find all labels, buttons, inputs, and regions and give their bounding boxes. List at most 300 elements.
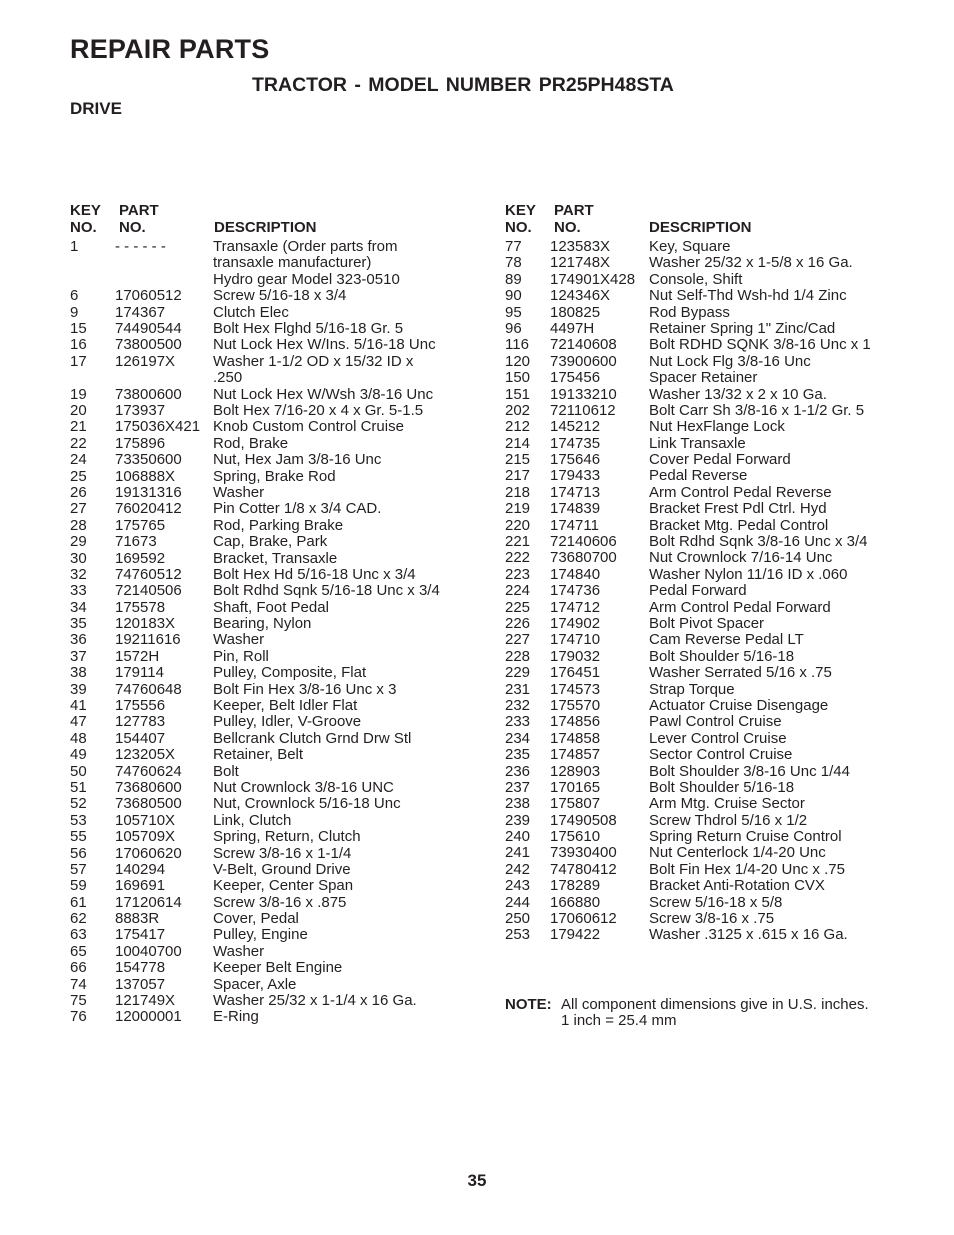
table-row (70, 337, 470, 353)
table-row (70, 649, 470, 665)
part-description: Nut, Crownlock 5/16-18 Unc (213, 795, 401, 813)
part-description: Screw 5/16-18 x 3/4 (213, 287, 347, 305)
table-row (505, 649, 905, 665)
table-row (505, 927, 905, 943)
key-number: 212 (505, 418, 531, 436)
key-number: 76 (70, 1008, 87, 1026)
part-number: 73800600 (115, 385, 182, 403)
key-number: 22 (70, 434, 87, 452)
part-description: Washer (213, 942, 265, 960)
part-number: 8883R (115, 910, 160, 928)
part-description: Bolt Shoulder 3/8-16 Unc 1/44 (649, 762, 850, 780)
part-description: Bracket Frest Pdl Ctrl. Hyd (649, 500, 827, 518)
key-number: 237 (505, 778, 531, 796)
part-number: - - - - - - (115, 238, 166, 255)
part-number: 17120614 (115, 893, 182, 911)
part-description: Washer 1-1/2 OD x 15/32 ID x .250 (213, 352, 414, 387)
part-number: 175570 (550, 696, 601, 714)
table-row (505, 698, 905, 714)
part-description: Cam Reverse Pedal LT (649, 631, 804, 649)
table-row (70, 977, 470, 993)
key-number: 62 (70, 910, 87, 928)
table-row (505, 288, 905, 304)
table-row (505, 682, 905, 698)
part-number: 179422 (550, 926, 601, 944)
part-description: Nut Crownlock 7/16-14 Unc (649, 549, 833, 567)
part-description: Arm Control Pedal Forward (649, 598, 831, 616)
part-number: 179433 (550, 467, 601, 485)
part-description: Shaft, Foot Pedal (213, 598, 329, 616)
part-description: Bolt Fin Hex 3/8-16 Unc x 3 (213, 680, 397, 698)
key-number: 89 (505, 270, 522, 288)
key-number: 39 (70, 680, 87, 698)
table-row (70, 780, 470, 796)
key-number: 28 (70, 516, 87, 534)
part-description: Washer Serrated 5/16 x .75 (649, 664, 832, 682)
part-description: Pawl Control Cruise (649, 713, 782, 731)
part-number: 175807 (550, 795, 601, 813)
part-description: Bolt Shoulder 5/16-18 (649, 778, 795, 796)
table-row (70, 321, 470, 337)
page-subtitle: TRACTOR - MODEL NUMBER PR25PH48STA (252, 74, 674, 96)
key-number: 32 (70, 565, 87, 583)
table-row (505, 419, 905, 435)
part-description: Bolt RDHD SQNK 3/8-16 Unc x 1 (649, 336, 871, 354)
part-number: 73680500 (115, 795, 182, 813)
part-number: 105709X (115, 828, 176, 846)
key-number: 78 (505, 254, 522, 272)
part-number: 19133210 (550, 385, 617, 403)
table-row (505, 518, 905, 534)
part-number: 128903 (550, 762, 601, 780)
page-number: 35 (467, 1171, 487, 1190)
table-row (70, 387, 470, 403)
part-description: Keeper Belt Engine (213, 959, 343, 977)
table-row (70, 567, 470, 583)
key-number: 34 (70, 598, 87, 616)
key-number: 220 (505, 516, 531, 534)
part-description: Washer (213, 631, 265, 649)
key-number: 16 (70, 336, 87, 354)
parts-list (505, 239, 905, 944)
part-number: 179114 (115, 664, 164, 682)
part-number: 175456 (550, 369, 601, 387)
key-number: 6 (70, 287, 79, 305)
key-number: 229 (505, 664, 531, 682)
part-number: 174367 (115, 303, 166, 321)
part-description: Nut Lock Flg 3/8-16 Unc (649, 352, 811, 370)
table-row (505, 583, 905, 599)
table-row (70, 895, 470, 911)
key-no-header-top: KEY (505, 202, 536, 219)
description-header: DESCRIPTION (214, 219, 317, 236)
part-description: Retainer Spring 1" Zinc/Cad (649, 319, 836, 337)
key-number: 38 (70, 664, 87, 682)
table-row (505, 764, 905, 780)
part-description: Bolt Hex 7/16-20 x 4 x Gr. 5-1.5 (213, 401, 424, 419)
key-number: 53 (70, 811, 87, 829)
part-number: 180825 (550, 303, 601, 321)
part-number: 174711 (550, 516, 599, 534)
table-row (70, 239, 470, 288)
table-row (505, 813, 905, 829)
key-number: 24 (70, 451, 87, 469)
part-number: 73680700 (550, 549, 617, 567)
part-description: Strap Torque (649, 680, 735, 698)
key-number: 49 (70, 746, 87, 764)
key-no-header-top: KEY (70, 202, 101, 219)
table-row (70, 846, 470, 862)
part-number: 166880 (550, 893, 601, 911)
part-number: 175556 (115, 697, 166, 715)
part-description: Clutch Elec (213, 303, 289, 321)
key-number: 27 (70, 500, 87, 518)
part-description: Bracket Anti-Rotation CVX (649, 877, 825, 895)
part-number: 73350600 (115, 451, 182, 469)
table-row (70, 714, 470, 730)
part-description: Retainer, Belt (213, 746, 304, 764)
table-row (70, 944, 470, 960)
key-number: 17 (70, 352, 87, 370)
key-number: 9 (70, 303, 79, 321)
table-row (505, 255, 905, 271)
key-number: 150 (505, 369, 531, 387)
part-description: Bolt Hex Hd 5/16-18 Unc x 3/4 (213, 565, 416, 583)
table-row (505, 665, 905, 681)
key-number: 96 (505, 319, 522, 337)
parts-list (70, 239, 470, 1026)
part-number: 120183X (115, 615, 176, 633)
key-number: 30 (70, 549, 87, 567)
part-description: Pulley, Composite, Flat (213, 664, 367, 682)
part-description: Bracket Mtg. Pedal Control (649, 516, 829, 534)
part-description: Keeper, Belt Idler Flat (213, 697, 358, 715)
part-number: 73930400 (550, 844, 617, 862)
key-number: 214 (505, 434, 531, 452)
part-description: Washer 25/32 x 1-5/8 x 16 Ga. (649, 254, 853, 272)
key-number: 215 (505, 451, 531, 469)
table-row (505, 436, 905, 452)
key-number: 55 (70, 828, 87, 846)
table-row (70, 288, 470, 304)
table-row (505, 337, 905, 353)
part-description: Pin, Roll (213, 647, 269, 665)
table-row (70, 731, 470, 747)
part-number: 169592 (115, 549, 166, 567)
part-description: Key, Square (649, 238, 731, 255)
table-row (70, 632, 470, 648)
table-row (505, 714, 905, 730)
part-description: Bellcrank Clutch Grnd Drw Stl (213, 729, 412, 747)
table-row (505, 305, 905, 321)
part-number: 174839 (550, 500, 601, 518)
part-number: 73800500 (115, 336, 182, 354)
part-number: 173937 (115, 401, 166, 419)
note-text: All component dimensions give in U.S. inches. 1 inch = 25.4 mm (561, 996, 869, 1030)
part-number: 72140506 (115, 582, 182, 600)
table-row (70, 993, 470, 1009)
part-description: Cover, Pedal (213, 910, 299, 928)
part-number: 74760648 (115, 680, 182, 698)
key-number: 120 (505, 352, 531, 370)
key-number: 61 (70, 893, 87, 911)
key-number: 59 (70, 877, 87, 895)
part-number: 73900600 (550, 352, 617, 370)
part-description: Nut HexFlange Lock (649, 418, 785, 436)
table-row (70, 698, 470, 714)
part-number: 106888X (115, 467, 176, 485)
part-number: 174712 (550, 598, 601, 616)
key-number: 25 (70, 467, 87, 485)
part-number: 174857 (550, 746, 601, 764)
part-number: 170165 (550, 778, 601, 796)
table-row (505, 829, 905, 845)
key-number: 95 (505, 303, 522, 321)
table-row (505, 731, 905, 747)
part-number: 154407 (115, 729, 166, 747)
part-number: 140294 (115, 860, 166, 878)
table-row (70, 600, 470, 616)
key-number: 240 (505, 828, 531, 846)
key-number: 52 (70, 795, 87, 813)
table-row (70, 764, 470, 780)
table-row (505, 239, 905, 255)
key-number: 218 (505, 483, 531, 501)
part-description: Rod Bypass (649, 303, 730, 321)
key-number: 234 (505, 729, 531, 747)
key-number: 75 (70, 992, 87, 1010)
part-number: 174735 (550, 434, 601, 452)
part-description: Spacer, Axle (213, 975, 297, 993)
part-number: 174840 (550, 565, 601, 583)
table-row (505, 796, 905, 812)
table-header (70, 200, 470, 239)
part-description: Bolt Pivot Spacer (649, 614, 765, 632)
part-number: 174856 (550, 713, 601, 731)
part-description: Screw Thdrol 5/16 x 1/2 (649, 811, 808, 829)
key-number: 47 (70, 713, 87, 731)
table-row (70, 419, 470, 435)
part-number: 174902 (550, 614, 601, 632)
key-number: 77 (505, 238, 522, 255)
table-row (505, 354, 905, 370)
part-number: 145212 (550, 418, 601, 436)
part-number: 17060512 (115, 287, 182, 305)
part-number: 17060612 (550, 910, 617, 928)
table-row (70, 1009, 470, 1025)
key-number: 225 (505, 598, 531, 616)
key-number: 217 (505, 467, 531, 485)
part-number: 121748X (550, 254, 611, 272)
key-number: 222 (505, 549, 531, 567)
table-row (505, 501, 905, 517)
key-number: 239 (505, 811, 531, 829)
key-number: 250 (505, 910, 531, 928)
part-number: 137057 (115, 975, 166, 993)
part-description: Nut Lock Hex W/Wsh 3/8-16 Unc (213, 385, 434, 403)
part-number: 176451 (550, 664, 601, 682)
table-header (505, 200, 905, 239)
table-row (70, 911, 470, 927)
part-description: Pedal Reverse (649, 467, 748, 485)
table-row (505, 403, 905, 419)
key-number: 33 (70, 582, 87, 600)
part-number: 174901X428 (550, 270, 636, 288)
key-number: 35 (70, 615, 87, 633)
key-number: 116 (505, 336, 529, 354)
table-row (505, 895, 905, 911)
part-description: Cap, Brake, Park (213, 533, 328, 551)
table-row (505, 845, 905, 861)
key-number: 253 (505, 926, 531, 944)
key-no-header-bottom: NO. (70, 219, 97, 236)
key-number: 221 (505, 533, 531, 551)
key-number: 202 (505, 401, 531, 419)
part-no-header-bottom: NO. (119, 219, 146, 236)
table-row (505, 780, 905, 796)
part-number: 174710 (550, 631, 601, 649)
key-number: 236 (505, 762, 531, 780)
part-number: 175896 (115, 434, 166, 452)
key-number: 235 (505, 746, 531, 764)
part-no-header-top: PART (554, 202, 594, 219)
table-row (505, 911, 905, 927)
table-row (70, 796, 470, 812)
table-row (70, 583, 470, 599)
key-number: 227 (505, 631, 531, 649)
key-number: 21 (70, 418, 87, 436)
part-description: Arm Mtg. Cruise Sector (649, 795, 805, 813)
part-number: 1572H (115, 647, 160, 665)
key-number: 244 (505, 893, 531, 911)
part-number: 169691 (115, 877, 166, 895)
part-description: Bolt Hex Flghd 5/16-18 Gr. 5 (213, 320, 404, 337)
table-row (505, 485, 905, 501)
part-description: Rod, Brake (213, 434, 289, 452)
part-description: V-Belt, Ground Drive (213, 860, 351, 878)
table-row (505, 534, 905, 550)
part-description: Nut Lock Hex W/Ins. 5/16-18 Unc (213, 336, 436, 354)
part-description: Pedal Forward (649, 582, 747, 600)
part-number: 17490508 (550, 811, 617, 829)
part-number: 10040700 (115, 942, 182, 960)
key-number: 224 (505, 582, 531, 600)
table-row (505, 747, 905, 763)
key-number: 56 (70, 844, 87, 862)
table-row (70, 452, 470, 468)
table-row (70, 551, 470, 567)
table-row (505, 370, 905, 386)
part-description: Spring, Brake Rod (213, 467, 336, 485)
part-description: Bolt Fin Hex 1/4-20 Unc x .75 (649, 860, 845, 878)
part-number: 72110612 (550, 401, 616, 419)
part-number: 4497H (550, 319, 595, 337)
part-number: 127783 (115, 713, 166, 731)
table-row (505, 878, 905, 894)
table-row (70, 862, 470, 878)
part-description: Link Transaxle (649, 434, 746, 452)
part-number: 175036X421 (115, 418, 201, 436)
key-number: 242 (505, 860, 531, 878)
table-row (505, 550, 905, 566)
part-description: Nut, Hex Jam 3/8-16 Unc (213, 451, 382, 469)
part-description: E-Ring (213, 1008, 259, 1026)
table-row (70, 616, 470, 632)
part-number: 154778 (115, 959, 166, 977)
part-number: 17060620 (115, 844, 182, 862)
part-number: 12000001 (115, 1008, 182, 1026)
key-number: 63 (70, 926, 87, 944)
table-row (70, 747, 470, 763)
part-number: 175646 (550, 451, 601, 469)
part-description: Screw 3/8-16 x .875 (213, 893, 347, 911)
part-description: Bolt (213, 762, 239, 780)
part-description: Bolt Rdhd Sqnk 5/16-18 Unc x 3/4 (213, 582, 440, 600)
part-number: 174713 (550, 483, 601, 501)
key-number: 48 (70, 729, 87, 747)
part-description: Nut Self-Thd Wsh-hd 1/4 Zinc (649, 287, 847, 305)
part-description: Washer .3125 x .615 x 16 Ga. (649, 926, 848, 944)
table-row (70, 878, 470, 894)
parts-table-right (505, 200, 905, 944)
part-number: 72140606 (550, 533, 617, 551)
part-description: Washer 13/32 x 2 x 10 Ga. (649, 385, 827, 403)
key-number: 90 (505, 287, 522, 305)
table-row (70, 501, 470, 517)
part-number: 76020412 (115, 500, 182, 518)
part-description: Spring, Return, Clutch (213, 828, 361, 846)
table-row (70, 813, 470, 829)
key-number: 238 (505, 795, 531, 813)
table-row (70, 436, 470, 452)
part-number: 123205X (115, 746, 176, 764)
part-number: 124346X (550, 287, 611, 305)
part-description: Screw 3/8-16 x .75 (649, 910, 775, 928)
table-row (70, 485, 470, 501)
key-number: 151 (505, 385, 531, 403)
part-description: Bracket, Transaxle (213, 549, 338, 567)
part-description: Console, Shift (649, 270, 743, 288)
part-no-header-top: PART (119, 202, 159, 219)
part-number: 179032 (550, 647, 601, 665)
key-number: 15 (70, 320, 87, 337)
key-number: 232 (505, 696, 531, 714)
table-row (70, 829, 470, 845)
part-description: Transaxle (Order parts from transaxle manufacturer) Hydro gear Model 323-0510 (213, 238, 400, 288)
part-description: Pin Cotter 1/8 x 3/4 CAD. (213, 500, 382, 518)
page-title: REPAIR PARTS (70, 34, 270, 64)
part-description: Rod, Parking Brake (213, 516, 344, 534)
part-description: Sector Control Cruise (649, 746, 793, 764)
part-description: Bolt Shoulder 5/16-18 (649, 647, 795, 665)
table-row (70, 665, 470, 681)
part-number: 72140608 (550, 336, 617, 354)
part-number: 74760624 (115, 762, 182, 780)
table-row (505, 862, 905, 878)
table-row (505, 616, 905, 632)
part-description: Cover Pedal Forward (649, 451, 791, 469)
table-row (505, 468, 905, 484)
part-description: Bearing, Nylon (213, 615, 312, 633)
part-description: Spacer Retainer (649, 369, 758, 387)
table-row (70, 960, 470, 976)
key-number: 19 (70, 385, 87, 403)
key-number: 36 (70, 631, 87, 649)
part-number: 175417 (115, 926, 166, 944)
key-number: 1 (70, 238, 79, 255)
key-number: 228 (505, 647, 531, 665)
table-row (70, 518, 470, 534)
